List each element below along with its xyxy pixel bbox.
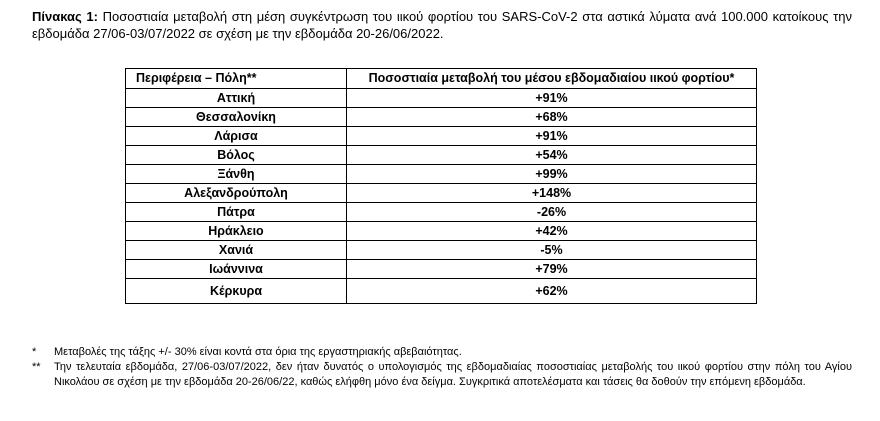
footnote-marker: * [32, 346, 37, 358]
row-change: +54% [347, 146, 757, 165]
row-change: +148% [347, 184, 757, 203]
row-change: +68% [347, 108, 757, 127]
row-city: Αλεξανδρούπολη [126, 184, 347, 203]
caption-label: Πίνακας 1: [32, 9, 98, 24]
row-change: +79% [347, 260, 757, 279]
row-city: Λάρισα [126, 127, 347, 146]
table-row [126, 279, 757, 304]
footnotes [32, 345, 852, 390]
row-city: Χανιά [126, 241, 347, 260]
row-change: +91% [347, 89, 757, 108]
row-change: +99% [347, 165, 757, 184]
row-city: Αττική [126, 89, 347, 108]
header-percent-change: Ποσοστιαία μεταβολή του μέσου εβδομαδιαίου ιικού φορτίου* [347, 69, 757, 89]
footnote [32, 360, 852, 390]
table-caption [32, 8, 852, 42]
table-row [126, 222, 757, 241]
viral-load-table [125, 68, 757, 304]
table-row [126, 108, 757, 127]
header-region-city: Περιφέρεια – Πόλη** [126, 69, 347, 89]
footnote [32, 345, 852, 360]
table-row [126, 241, 757, 260]
table-row [126, 203, 757, 222]
table-row [126, 146, 757, 165]
table-row [126, 165, 757, 184]
table-row [126, 89, 757, 108]
table-row [126, 260, 757, 279]
table-row [126, 127, 757, 146]
footnote-text: Μεταβολές της τάξης +/- 30% είναι κοντά στα όρια της εργαστηριακής αβεβαιότητας. [54, 346, 462, 358]
row-city: Θεσσαλονίκη [126, 108, 347, 127]
footnote-text: Την τελευταία εβδομάδα, 27/06-03/07/2022, δεν ήταν δυνατός ο υπολογισμός της εβδομαδιαίας ποσοστιαίας μεταβολής του ιικού φορτίου στην πόλη του Αγίου Νικολάου σε σχέση με την εβδομάδα 20-26/06/22, καθώς ελήφθη μόνο ένα δείγμα. Συγκριτικά αποτελέσματα και τάσεις θα δοθούν την επόμενη εβδομάδα. [54, 361, 852, 388]
caption-text: Ποσοστιαία μεταβολή στη μέση συγκέντρωση του ιικού φορτίου του SARS-CoV-2 στα αστικά λύματα ανά 100.000 κατοίκους την εβδομάδα 27/06-03/07/2022 σε σχέση με την εβδομάδα 20-26/06/2022. [32, 9, 853, 41]
footnote-marker: ** [32, 361, 41, 373]
row-change: -5% [347, 241, 757, 260]
row-city: Ηράκλειο [126, 222, 347, 241]
row-change: +62% [347, 279, 757, 304]
row-city: Πάτρα [126, 203, 347, 222]
row-change: -26% [347, 203, 757, 222]
row-city: Ξάνθη [126, 165, 347, 184]
table-header-row [126, 69, 757, 89]
table-row [126, 184, 757, 203]
row-city: Ιωάννινα [126, 260, 347, 279]
row-city: Βόλος [126, 146, 347, 165]
row-change: +42% [347, 222, 757, 241]
row-change: +91% [347, 127, 757, 146]
row-city: Κέρκυρα [126, 279, 347, 304]
